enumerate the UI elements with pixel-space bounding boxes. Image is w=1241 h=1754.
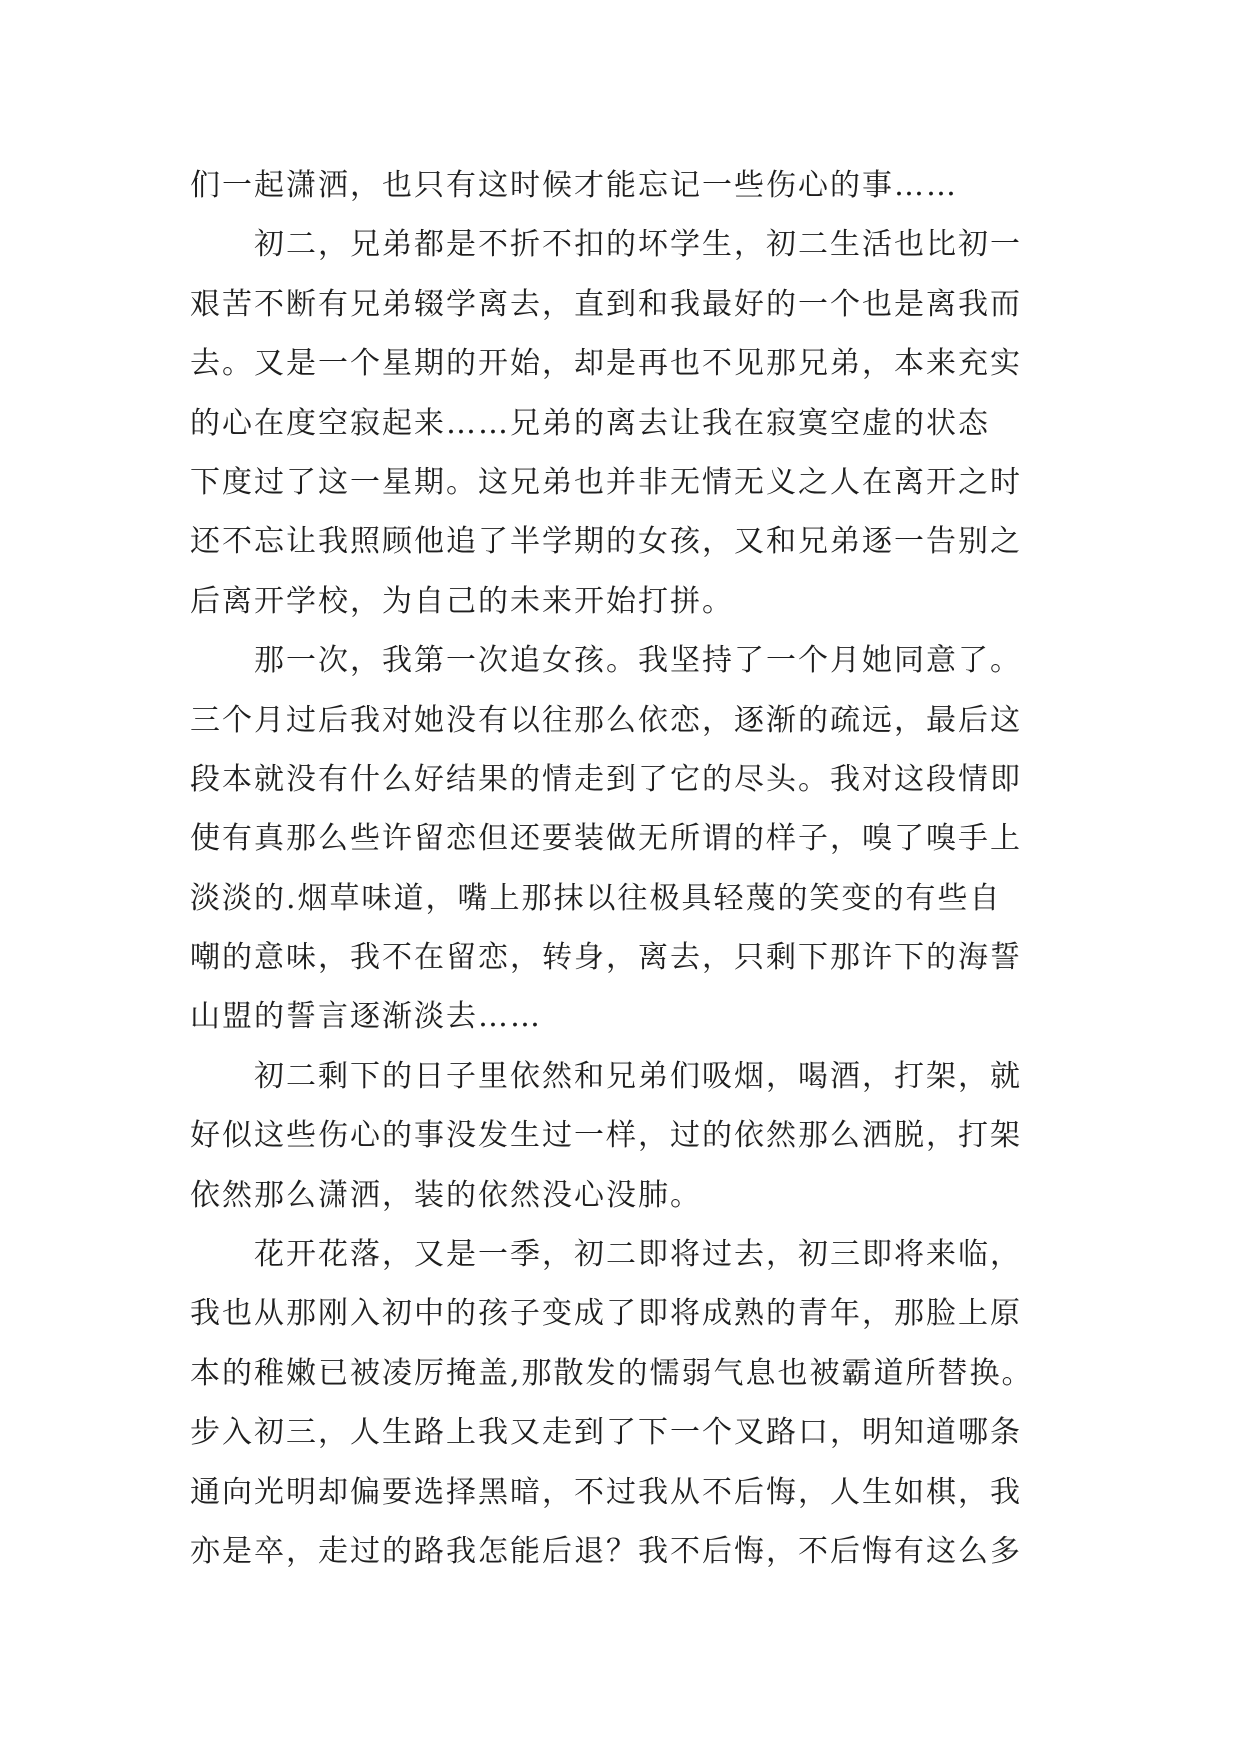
text-line: 亦是卒，走过的路我怎能后退？我不后悔，不后悔有这么多 <box>190 1533 1022 1569</box>
text-line: 淡淡的.烟草味道，嘴上那抹以往极具轻蔑的笑变的有些自 <box>190 880 1002 916</box>
text-line: 去。又是一个星期的开始，却是再也不见那兄弟，本来充实 <box>190 346 1022 382</box>
text-line: 我也从那刚入初中的孩子变成了即将成熟的青年，那脸上原 <box>190 1296 1022 1332</box>
text-line: 嘲的意味，我不在留恋，转身，离去，只剩下那许下的海誓 <box>190 940 1022 976</box>
text-line: 初二，兄弟都是不折不扣的坏学生，初二生活也比初一 <box>254 227 1022 263</box>
text-line: 初二剩下的日子里依然和兄弟们吸烟，喝酒，打架，就 <box>254 1058 1022 1094</box>
text-line: 通向光明却偏要选择黑暗，不过我从不后悔，人生如棋，我 <box>190 1474 1022 1510</box>
text-line: 艰苦不断有兄弟辍学离去，直到和我最好的一个也是离我而 <box>190 286 1022 322</box>
text-line: 的心在度空寂起来……兄弟的离去让我在寂寞空虚的状态 <box>190 405 990 441</box>
text-line: 花开花落，又是一季，初二即将过去，初三即将来临， <box>254 1237 1022 1273</box>
text-line: 后离开学校，为自己的未来开始打拼。 <box>190 583 734 619</box>
document-text-body <box>190 156 1070 1581</box>
text-line: 还不忘让我照顾他追了半学期的女孩，又和兄弟逐一告别之 <box>190 524 1022 560</box>
text-line: 三个月过后我对她没有以往那么依恋，逐渐的疏远，最后这 <box>190 702 1022 738</box>
text-line: 们一起潇洒，也只有这时候才能忘记一些伤心的事…… <box>190 168 958 203</box>
text-line: 使有真那么些许留恋但还要装做无所谓的样子，嗅了嗅手上 <box>190 821 1022 857</box>
text-line: 山盟的誓言逐渐淡去…… <box>190 999 542 1035</box>
text-line: 本的稚嫩已被凌厉掩盖,那散发的懦弱气息也被霸道所替换。 <box>190 1355 1034 1391</box>
text-line: 依然那么潇洒，装的依然没心没肺。 <box>190 1177 702 1213</box>
text-line: 那一次，我第一次追女孩。我坚持了一个月她同意了。 <box>254 643 1022 679</box>
text-line: 好似这些伤心的事没发生过一样，过的依然那么洒脱，打架 <box>190 1118 1022 1154</box>
text-line: 段本就没有什么好结果的情走到了它的尽头。我对这段情即 <box>190 761 1022 797</box>
text-line: 步入初三，人生路上我又走到了下一个叉路口，明知道哪条 <box>190 1415 1022 1451</box>
text-line: 下度过了这一星期。这兄弟也并非无情无义之人在离开之时 <box>190 464 1022 500</box>
